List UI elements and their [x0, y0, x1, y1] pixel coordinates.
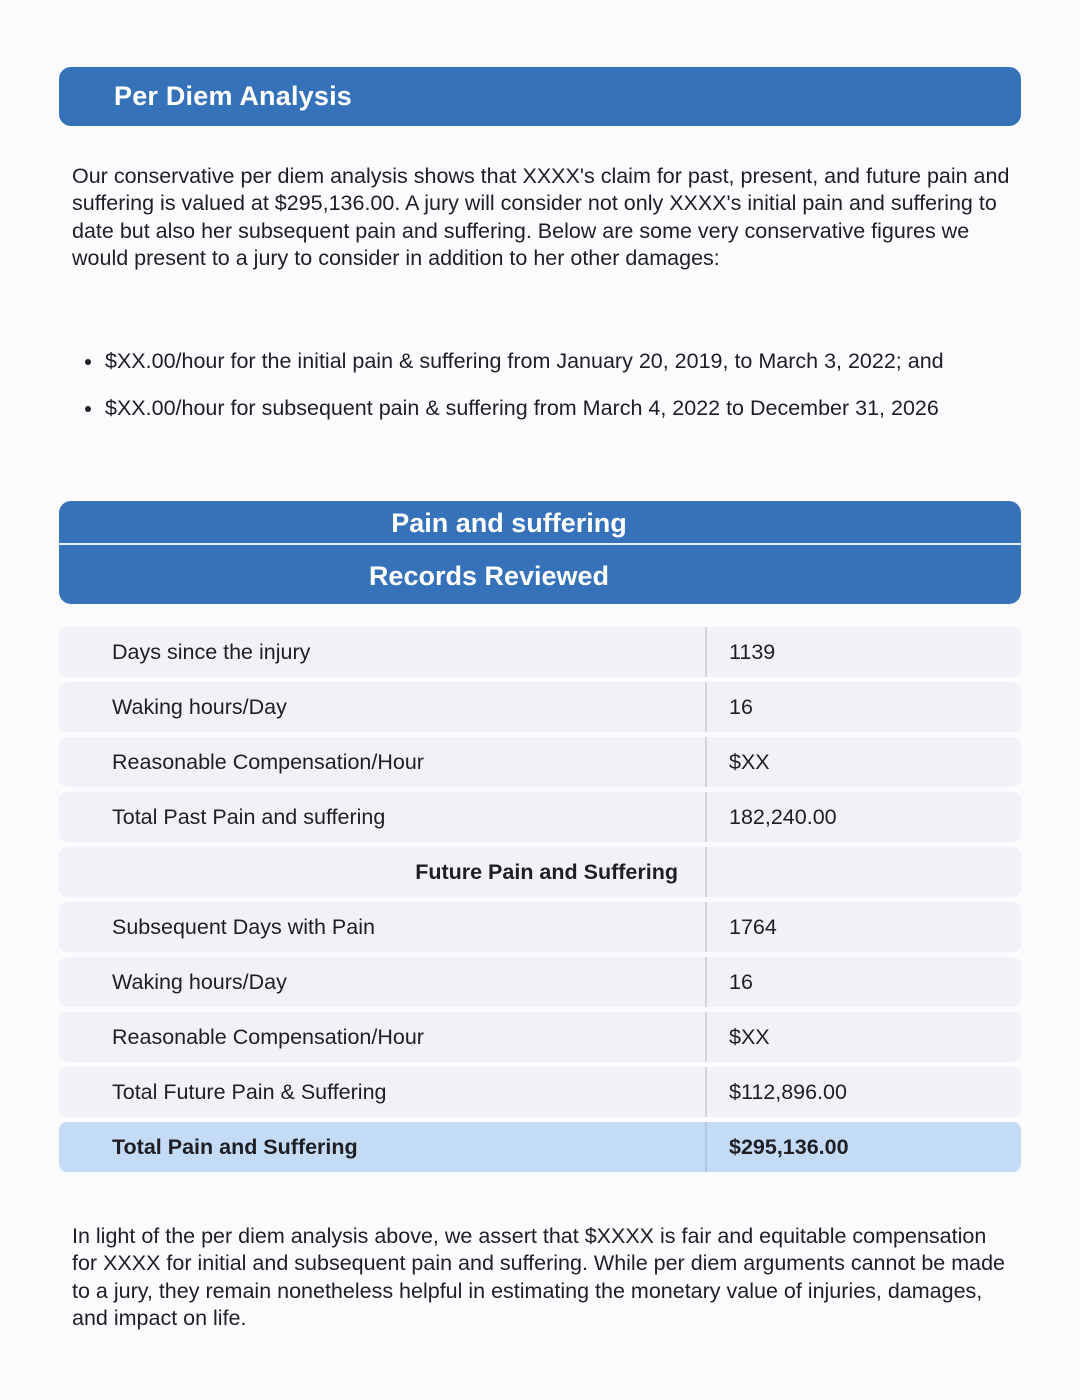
total-value: $295,136.00	[729, 1134, 849, 1159]
table-title: Pain and suffering	[391, 507, 627, 538]
row-label: Waking hours/Day	[59, 682, 707, 732]
row-value: 1139	[729, 639, 776, 664]
table-header-divider	[59, 543, 1021, 545]
section-header	[59, 67, 1021, 126]
row-value	[707, 847, 1021, 897]
table-row	[59, 1012, 1021, 1062]
table-subheader-row	[59, 847, 1021, 897]
table-row	[59, 902, 1021, 952]
bullet-dot-icon	[85, 359, 91, 365]
bullet-text: $XX.00/hour for the initial pain & suffering from January 20, 2019, to March 3, 2022; and	[105, 349, 944, 373]
rate-bullet-list	[72, 348, 1012, 442]
subheader-label: Future Pain and Suffering	[59, 847, 707, 897]
table-row	[59, 957, 1021, 1007]
row-value: $112,896.00	[729, 1079, 847, 1104]
row-value: 1764	[729, 914, 777, 939]
table-row	[59, 737, 1021, 787]
bullet-item	[72, 348, 1012, 375]
row-label: Total Past Pain and suffering	[59, 792, 707, 842]
table-row	[59, 1067, 1021, 1117]
table-total-row	[59, 1122, 1021, 1172]
bullet-text: $XX.00/hour for subsequent pain & suffering from March 4, 2022 to December 31, 2026	[105, 396, 939, 420]
row-label: Days since the injury	[59, 627, 707, 677]
pain-suffering-table	[59, 627, 1021, 1177]
bullet-item	[72, 395, 1012, 422]
intro-paragraph: Our conservative per diem analysis shows that XXXX's claim for past, present, and future pain and suffering is valued at $295,136.00. A jury will consider not only XXXX's initial pain and suffering to date but also her subsequent pain and suffering. Below are some very conservative figures we would present to a jury to consider in addition to her other damages:	[72, 164, 1010, 270]
table-row	[59, 792, 1021, 842]
table-header	[59, 501, 1021, 604]
row-label: Total Future Pain & Suffering	[59, 1067, 707, 1117]
row-value: 182,240.00	[729, 804, 837, 829]
row-label: Reasonable Compensation/Hour	[59, 1012, 707, 1062]
table-row	[59, 627, 1021, 677]
row-value: 16	[729, 969, 753, 994]
row-value: 16	[729, 694, 753, 719]
row-value: $XX	[729, 1024, 770, 1049]
row-value: $XX	[729, 749, 770, 774]
table-subtitle: Records Reviewed	[368, 560, 610, 591]
row-label: Waking hours/Day	[59, 957, 707, 1007]
closing-paragraph: In light of the per diem analysis above, we assert that $XXXX is fair and equitable compensation for XXXX for initial and subsequent pain and suffering. While per diem arguments cannot be made to a jury, they remain nonetheless helpful in estimating the monetary value of injuries, damages, and impact on life.	[72, 1224, 1006, 1330]
total-label: Total Pain and Suffering	[59, 1122, 707, 1172]
bullet-dot-icon	[85, 406, 91, 412]
table-row	[59, 682, 1021, 732]
section-title: Per Diem Analysis	[114, 81, 353, 111]
row-label: Subsequent Days with Pain	[59, 902, 707, 952]
row-label: Reasonable Compensation/Hour	[59, 737, 707, 787]
